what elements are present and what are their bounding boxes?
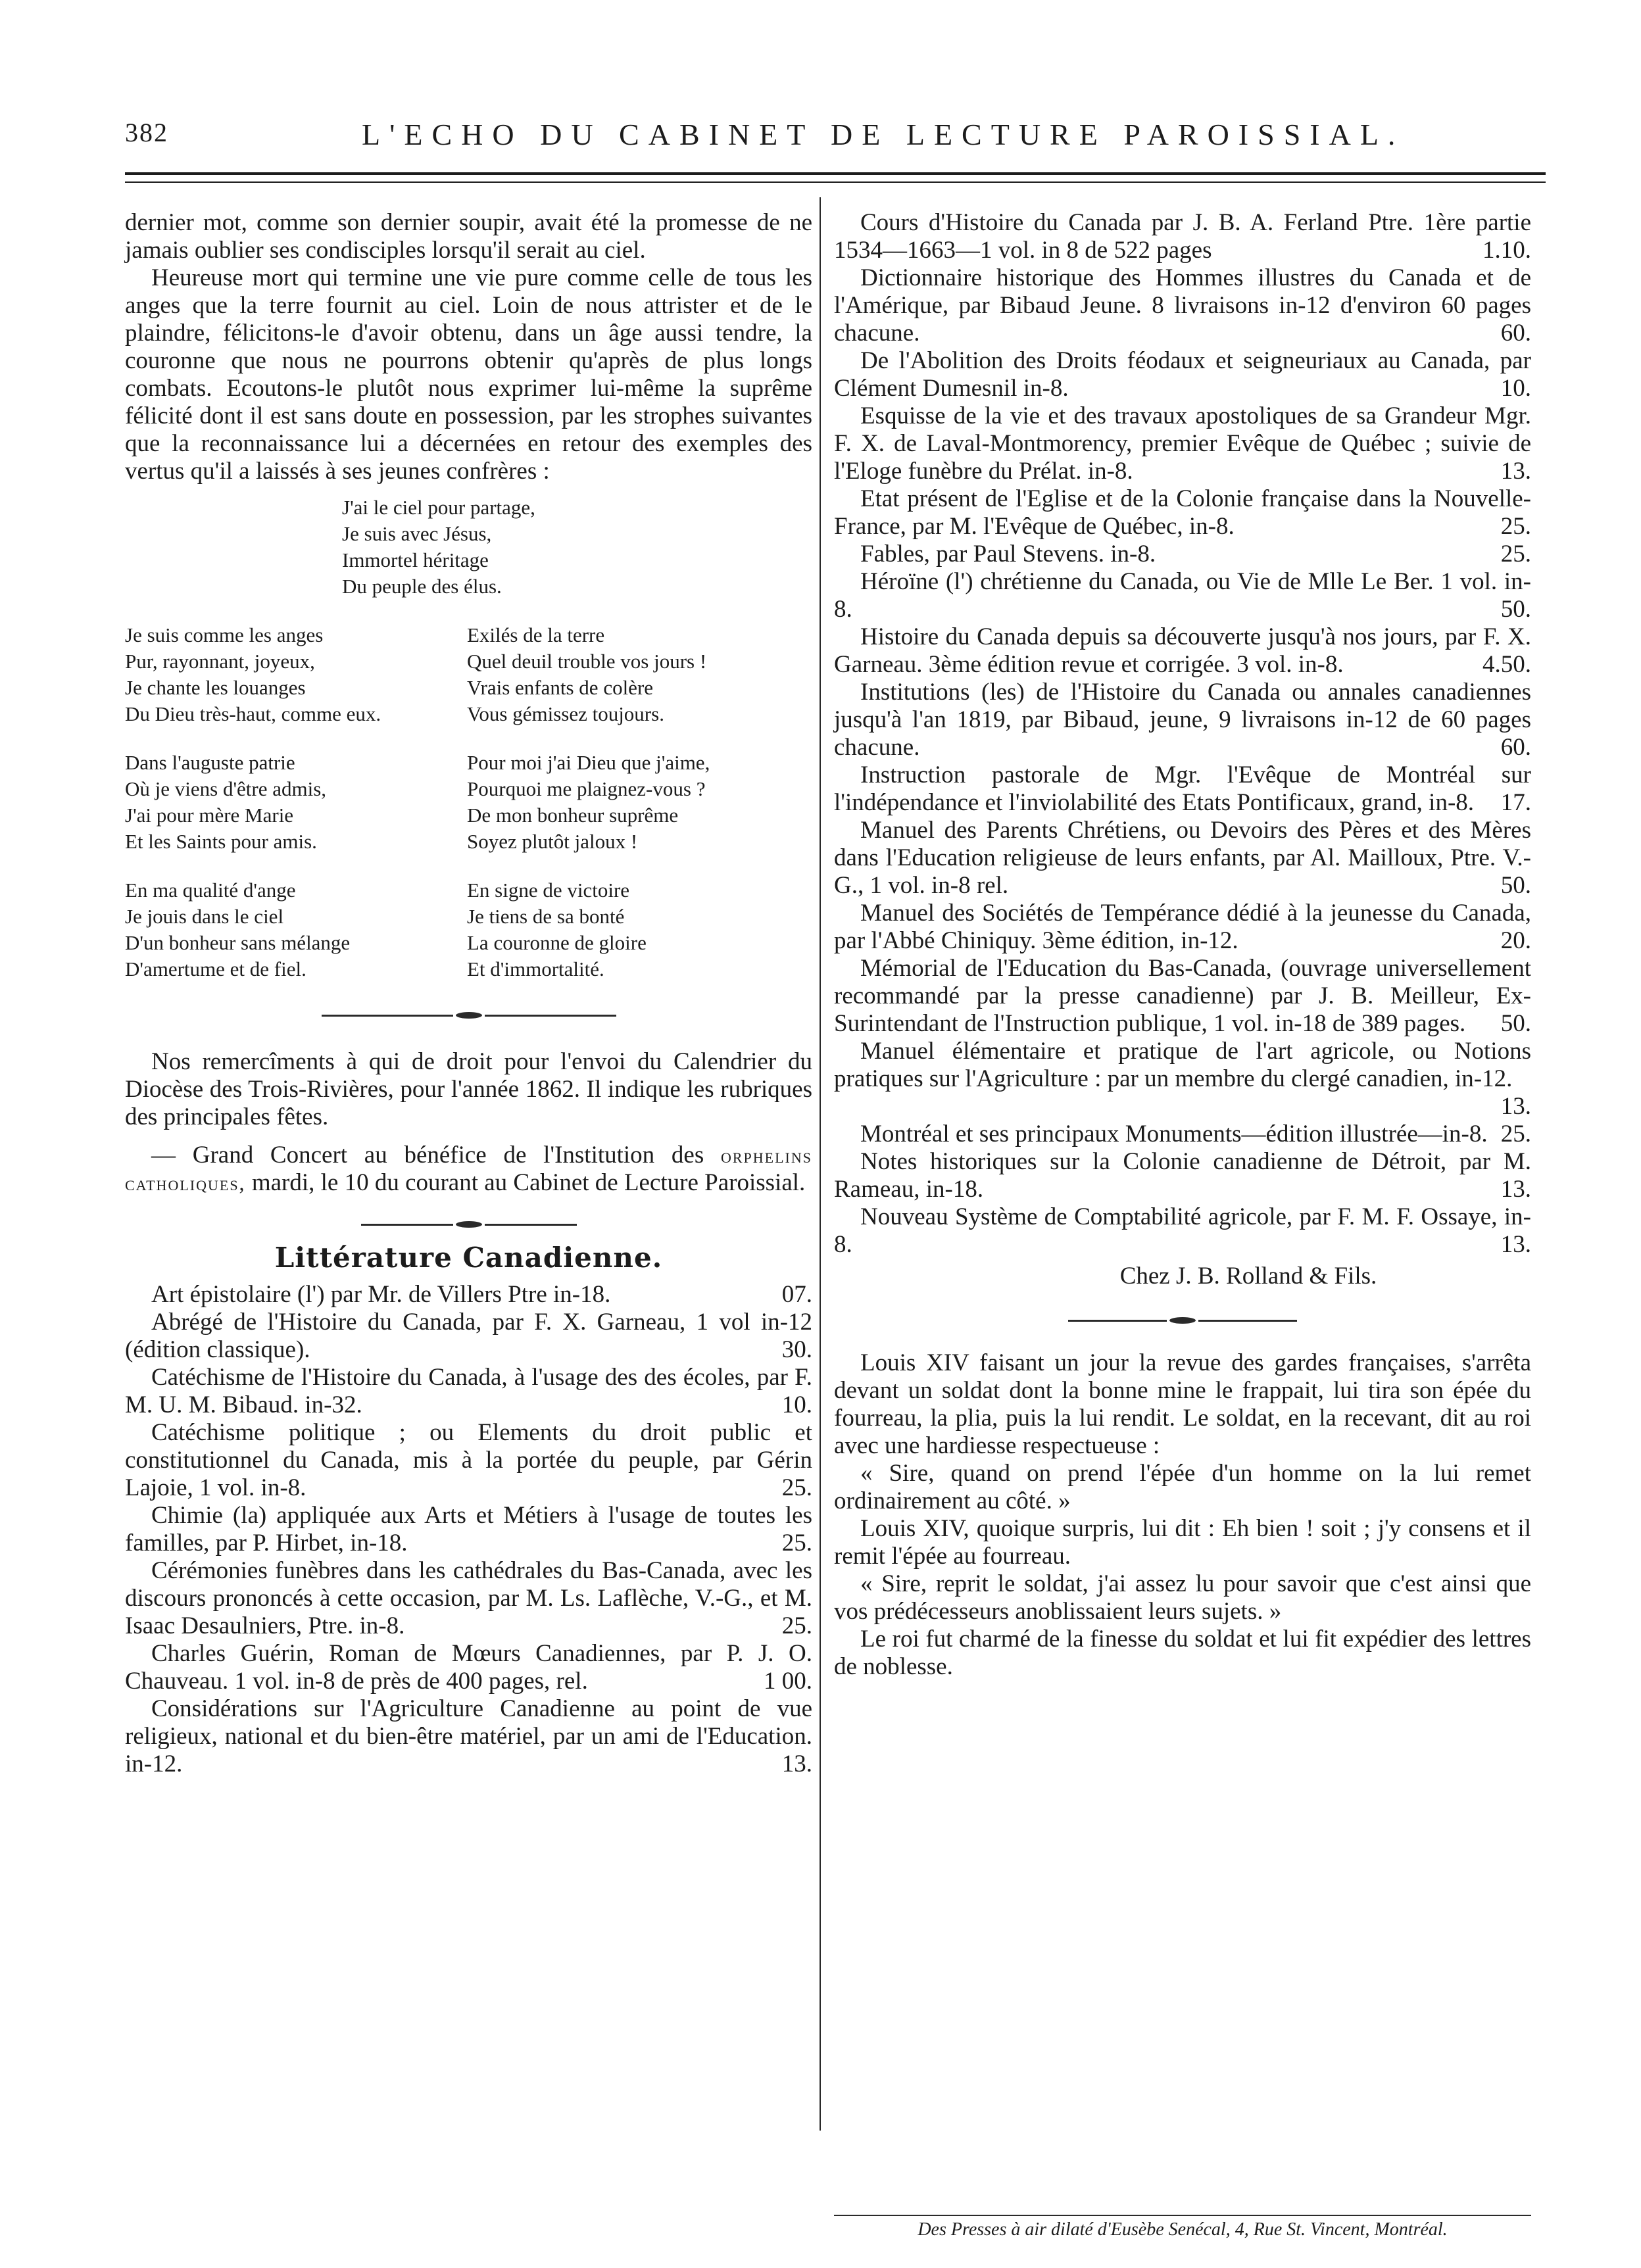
book-price: 07. (781, 1281, 812, 1308)
poem-line: Du peuple des élus. (342, 575, 502, 598)
left-column (125, 209, 812, 1778)
book-entry: Montréal et ses principaux Monuments—édition illustrée—in-8. 25. (860, 1121, 1531, 1147)
poem-line: Je tiens de sa bonté (467, 905, 625, 928)
poem-line: Exilés de la terre (467, 623, 605, 646)
anecdote-paragraph: Louis XIV, quoique surpris, lui dit : Eh bien ! soit ; j'y consens et il remit l'épée au fourreau. (834, 1515, 1531, 1570)
book-price: 13. (1500, 1231, 1531, 1258)
poem-line: Où je viens d'être admis, (125, 777, 327, 800)
book-price: 13. (781, 1750, 812, 1777)
page-number: 382 (125, 118, 168, 147)
book-entry: Abrégé de l'Histoire du Canada, par F. X. Garneau, 1 vol in-12 (édition classique). 30. (125, 1309, 812, 1363)
book-price: 17. (1500, 789, 1531, 816)
poem-line: En ma qualité d'ange (125, 879, 296, 902)
book-price: 25. (781, 1612, 812, 1639)
book-price: 13. (1500, 1176, 1531, 1203)
column-divider (820, 197, 821, 2131)
poem-line: J'ai le ciel pour partage, (342, 496, 535, 519)
book-price: 50. (1500, 1010, 1531, 1037)
poem-line: Pourquoi me plaignez-vous ? (467, 777, 706, 800)
anecdote-paragraph: « Sire, quand on prend l'épée d'un homme on la lui remet ordinairement au côté. » (834, 1460, 1531, 1514)
book-entry: Nouveau Système de Comptabilité agricole, par F. M. F. Ossaye, in-8. 13. (834, 1203, 1531, 1258)
publisher-line: Chez J. B. Rolland & Fils. (1119, 1263, 1377, 1290)
book-entry: Chimie (la) appliquée aux Arts et Métiers à l'usage de toutes les familles, par P. Hirbet, in-18. 25. (125, 1502, 812, 1556)
book-entry: Histoire du Canada depuis sa découverte jusqu'à nos jours, par F. X. Garneau. 3ème édition revue et corrigée. 3 vol. in-8. 4.50. (834, 623, 1531, 678)
poem-line: Quel deuil trouble vos jours ! (467, 650, 707, 673)
book-price: 10. (781, 1391, 812, 1418)
book-entry: Charles Guérin, Roman de Mœurs Canadiennes, par P. J. O. Chauveau. 1 vol. in-8 de près de 400 pages, rel. 1 00. (125, 1640, 812, 1695)
book-price: 30. (781, 1336, 812, 1363)
book-entry: Fables, par Paul Stevens. in-8. 25. (860, 541, 1531, 567)
poem-line: De mon bonheur suprême (467, 804, 679, 827)
opening-paragraph: dernier mot, comme son dernier soupir, avait été la promesse de ne jamais oublier ses condisciples lorsqu'il serait au ciel. (125, 209, 812, 264)
poem-line: Je suis avec Jésus, (342, 522, 492, 545)
book-entry: Catéchisme de l'Histoire du Canada, à l'usage des des écoles, par F. M. U. M. Bibaud. in-32. 10. (125, 1364, 812, 1418)
poem-stanza (125, 750, 812, 855)
book-entry: Art épistolaire (l') par Mr. de Villers Ptre in-18. 07. (151, 1281, 812, 1308)
book-entry: Héroïne (l') chrétienne du Canada, ou Vie de Mlle Le Ber. 1 vol. in-8. 50. (834, 568, 1531, 623)
book-entry: Manuel des Parents Chrétiens, ou Devoirs des Pères et des Mères dans l'Education religieuse de leurs enfants, par Al. Mailloux, Ptre. V.-G., 1 vol. in-8 rel. 50. (834, 817, 1531, 899)
page-header (125, 117, 1546, 163)
book-entry: Manuel des Sociétés de Tempérance dédié à la jeunesse du Canada, par l'Abbé Chiniquy. 3ème édition, in-12. 20. (834, 900, 1531, 954)
book-entry: Etat présent de l'Eglise et de la Colonie française dans la Nouvelle-France, par M. l'Evêque de Québec, in-8. 25. (834, 485, 1531, 540)
book-price: 25. (781, 1530, 812, 1556)
main-paragraph: Heureuse mort qui termine une vie pure comme celle de tous les anges que la terre fournit au ciel. Loin de nous attrister et de le plaindre, félicitons-le d'avoir obtenu, dans un âge aussi tendre, la couronne que nous ne pourrons obtenir qu'après de plus longs combats. Ecoutons-le plutôt nous exprimer lui-même la suprême félicité dont il est sans doute en possession, par les strophes suivantes que la reconnaissance lui a décernées en retour des exemples des vertus qu'il a laissés à ses jeunes confrères : (125, 264, 812, 485)
book-price: 50. (1500, 872, 1531, 899)
poem-line: Vous gémissez toujours. (467, 702, 664, 725)
poem-line: Je chante les louanges (125, 676, 306, 699)
printer-imprint: Des Presses à air dilaté d'Eusèbe Senécal, 4, Rue St. Vincent, Montréal. (918, 2219, 1448, 2240)
book-price: 25. (1500, 513, 1531, 540)
section-heading: Littérature Canadienne. (274, 1242, 663, 1274)
book-list (125, 1281, 812, 1778)
book-price: 20. (1500, 927, 1531, 954)
thanks-notice: Nos remercîments à qui de droit pour l'envoi du Calendrier du Diocèse des Trois-Rivières, pour l'année 1862. Il indique les rubriques des principales fêtes. (125, 1048, 812, 1130)
poem-line: Pour moi j'ai Dieu que j'aime, (467, 751, 710, 774)
book-price: 1.10. (1482, 237, 1531, 264)
poem-line: Pur, rayonnant, joyeux, (125, 650, 315, 673)
book-price: 25. (1500, 1121, 1531, 1147)
book-entry: Cours d'Histoire du Canada par J. B. A. Ferland Ptre. 1ère partie 1534—1663—1 vol. in 8 de 522 pages 1.10. (834, 209, 1531, 264)
poem-line: J'ai pour mère Marie (125, 804, 294, 827)
book-entry: Considérations sur l'Agriculture Canadienne au point de vue religieux, national et du bien-être matériel, par un ami de l'Education. in-12. 13. (125, 1695, 812, 1777)
poem-line: Soyez plutôt jaloux ! (467, 830, 638, 853)
poem-line: Vrais enfants de colère (467, 676, 654, 699)
book-entry: Instruction pastorale de Mgr. l'Evêque de Montréal sur l'indépendance et l'inviolabilité des Etats Pontificaux, grand, in-8. 17. (834, 761, 1531, 816)
header-rule-thin (125, 181, 1546, 183)
book-entry: Manuel élémentaire et pratique de l'art agricole, ou Notions pratiques sur l'Agriculture : par un membre du clergé canadien, in-12. 13. (834, 1038, 1531, 1120)
book-entry: Cérémonies funèbres dans les cathédrales du Bas-Canada, avec les discours prononcés à cette occasion, par M. Ls. Laflèche, V.-G., et M. Isaac Desaulniers, Ptre. in-8. 25. (125, 1557, 812, 1639)
book-entry: Institutions (les) de l'Histoire du Canada ou annales canadiennes jusqu'à l'an 1819, par Bibaud, jeune, 9 livraisons in-12 de 60 pages chacune. 60. (834, 679, 1531, 761)
poem-line: Immortel héritage (342, 548, 489, 571)
poem-stanza (125, 877, 812, 982)
right-column (834, 209, 1531, 1681)
book-price: 13. (1500, 1093, 1531, 1120)
book-price: 1 00. (764, 1668, 812, 1695)
book-entry: Notes historiques sur la Colonie canadienne de Détroit, par M. Rameau, in-18. 13. (834, 1148, 1531, 1203)
journal-title: L'ECHO DU CABINET DE LECTURE PAROISSIAL. (362, 118, 1405, 151)
poem-line: Je suis comme les anges (125, 623, 324, 646)
footer-rule (834, 2215, 1531, 2216)
poem-line: D'un bonheur sans mélange (125, 931, 351, 954)
book-entry: Catéchisme politique ; ou Elements du droit public et constitutionnel du Canada, mis à la portée du peuple, par Gérin Lajoie, 1 vol. in-8. 25. (125, 1419, 812, 1501)
anecdote-paragraph: « Sire, reprit le soldat, j'ai assez lu pour savoir que c'est ainsi que vos prédécesseurs anoblissaient leurs sujets. » (834, 1570, 1531, 1625)
ornament-divider (125, 1002, 812, 1028)
poem-stanza (125, 622, 812, 727)
poem-line: Dans l'auguste patrie (125, 751, 295, 774)
book-price: 60. (1500, 320, 1531, 347)
concert-text: mardi, le 10 du courant au Cabinet de Lecture Paroissial. (251, 1169, 806, 1196)
book-list (834, 209, 1531, 1259)
orphans-caps: orphelins catholiques, (125, 1144, 812, 1195)
concert-text: — Grand Concert au bénéfice de l'Institution des (151, 1142, 704, 1169)
poem-line: Je jouis dans le ciel (125, 905, 284, 928)
poem-line: D'amertume et de fiel. (125, 957, 306, 980)
poem-line: En signe de victoire (467, 879, 630, 902)
anecdote-paragraph: Louis XIV faisant un jour la revue des gardes françaises, s'arrêta devant un soldat dont la bonne mine le frappait, lui tira son épée du fourreau, la plia, puis la lui rendit. Le soldat, en la recevant, dit au roi avec une hardiesse respectueuse : (834, 1349, 1531, 1459)
book-entry: Dictionnaire historique des Hommes illustres du Canada et de l'Amérique, par Bibaud Jeune. 8 livraisons in-12 d'environ 60 pages chacune. 60. (834, 264, 1531, 347)
poem-line: La couronne de gloire (467, 931, 647, 954)
book-entry: Esquisse de la vie et des travaux apostoliques de sa Grandeur Mgr. F. X. de Laval-Montmorency, premier Evêque de Québec ; suivie de l'Eloge funèbre du Prélat. in-8. 13. (834, 402, 1531, 485)
book-entry: Mémorial de l'Education du Bas-Canada, (ouvrage universellement recommandé par la presse canadienne) par J. B. Meilleur, Ex-Surintendant de l'Instruction publique, 1 vol. in-18 de 389 pages. 50. (834, 955, 1531, 1037)
book-price: 13. (1500, 458, 1531, 485)
poem-line: Et les Saints pour amis. (125, 830, 317, 853)
ornament-divider (125, 1211, 812, 1238)
book-price: 10. (1500, 375, 1531, 402)
book-entry: De l'Abolition des Droits féodaux et seigneuriaux au Canada, par Clément Dumesnil in-8. 10. (834, 347, 1531, 402)
header-rule-thick (125, 172, 1546, 175)
anecdote (834, 1349, 1531, 1681)
poem-intro (342, 495, 812, 600)
ornament-divider (834, 1307, 1531, 1334)
book-price: 25. (1500, 541, 1531, 567)
poem-line: Et d'immortalité. (467, 957, 604, 980)
book-price: 60. (1500, 734, 1531, 761)
anecdote-paragraph: Le roi fut charmé de la finesse du soldat et lui fit expédier des lettres de noblesse. (834, 1626, 1531, 1680)
concert-notice (125, 1142, 812, 1197)
poem-line: Du Dieu très-haut, comme eux. (125, 702, 381, 725)
book-price: 50. (1500, 596, 1531, 623)
book-price: 4.50. (1482, 651, 1531, 678)
book-price: 25. (781, 1474, 812, 1501)
